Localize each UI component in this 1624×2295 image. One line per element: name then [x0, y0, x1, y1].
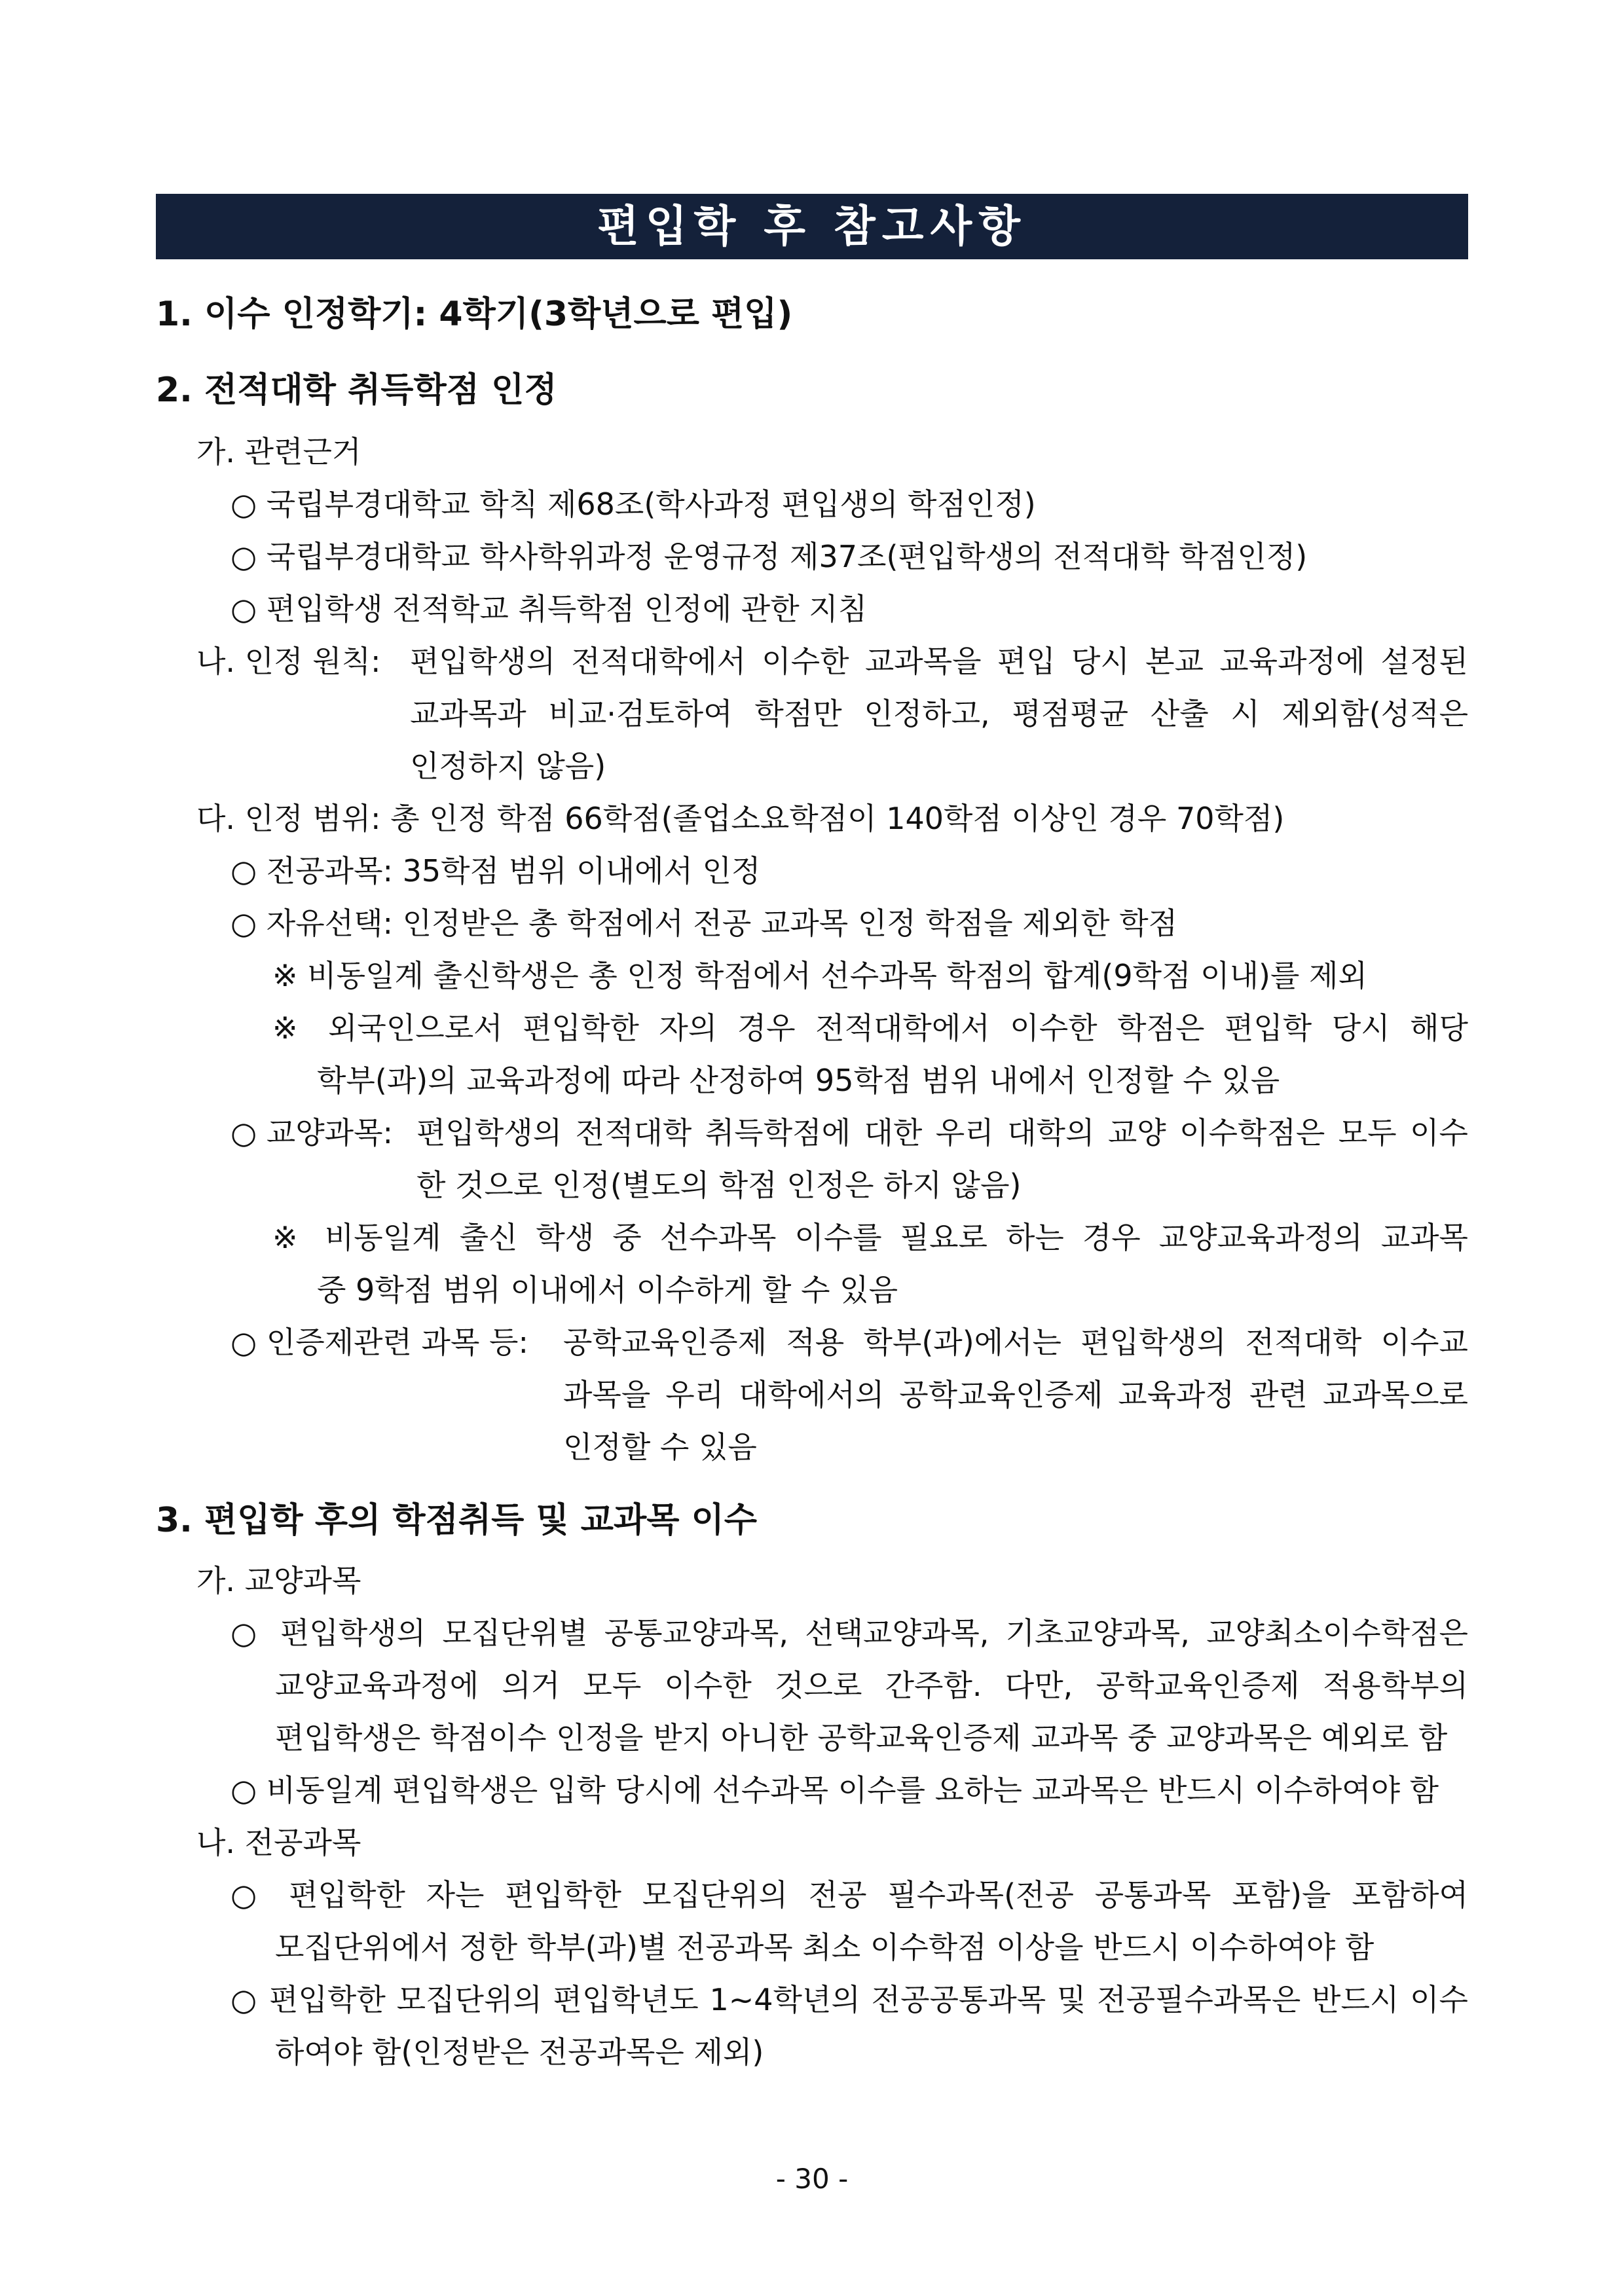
list-item: ○ 편입학생 전적학교 취득학점 인정에 관한 지침: [231, 591, 868, 627]
list-item-text: 공학교육인증제 적용 학부(과)에서는 편입학생의 전적대학 이수교: [563, 1325, 1468, 1360]
subsection-2b-text: 교과목과 비교·검토하여 학점만 인정하고, 평점평균 산출 시 제외함(성적은: [410, 696, 1468, 731]
subsection-2b-label: 나. 인정 원칙:: [196, 644, 381, 679]
note-item-continued: 중 9학점 범위 이내에서 이수하게 할 수 있음: [317, 1272, 898, 1308]
subsection-3b: 나. 전공과목: [196, 1825, 361, 1860]
section-2-heading: 2. 전적대학 취득학점 인정: [156, 371, 557, 410]
list-item-continued: 교양교육과정에 의거 모두 이수한 것으로 간주함. 다만, 공학교육인증제 적용학부의: [275, 1668, 1468, 1703]
subsection-3a: 가. 교양과목: [196, 1563, 361, 1598]
section-3-heading: 3. 편입학 후의 학점취득 및 교과목 이수: [156, 1501, 758, 1540]
note-item-continued: 학부(과)의 교육과정에 따라 산정하여 95학점 범위 내에서 인정할 수 있음: [317, 1063, 1280, 1098]
list-item: ○ 편입학한 자는 편입학한 모집단위의 전공 필수과목(전공 공통과목 포함)을 포함하여: [231, 1877, 1468, 1913]
subsection-2a: 가. 관련근거: [196, 434, 361, 469]
list-item-continued: 하여야 함(인정받은 전공과목은 제외): [275, 2034, 764, 2070]
list-item: ○ 전공과목: 35학점 범위 이내에서 인정: [231, 853, 761, 889]
list-item: ○ 자유선택: 인정받은 총 학점에서 전공 교과목 인정 학점을 제외한 학점: [231, 906, 1178, 941]
page-title: 편입학 후 참고사항: [156, 194, 1468, 259]
list-item-continued: 모집단위에서 정한 학부(과)별 전공과목 최소 이수학점 이상을 반드시 이수하여야 함: [275, 1930, 1375, 1965]
list-item-text: 과목을 우리 대학에서의 공학교육인증제 교육과정 관련 교과목으로: [563, 1377, 1468, 1412]
list-item: ○ 비동일계 편입학생은 입학 당시에 선수과목 이수를 요하는 교과목은 반드시 이수하여야 함: [231, 1772, 1439, 1808]
note-item: ※ 외국인으로서 편입학한 자의 경우 전적대학에서 이수한 학점은 편입학 당시 해당: [272, 1010, 1468, 1046]
list-item-text: 편입학생의 전적대학 취득학점에 대한 우리 대학의 교양 이수학점은 모두 이수: [416, 1115, 1468, 1150]
note-item: ※ 비동일계 출신학생은 총 인정 학점에서 선수과목 학점의 합계(9학점 이내)를 제외: [272, 958, 1367, 993]
list-item-text: 인정할 수 있음: [563, 1429, 757, 1465]
list-item-label: ○ 교양과목:: [231, 1115, 394, 1150]
list-item: ○ 편입학한 모집단위의 편입학년도 1~4학년의 전공공통과목 및 전공필수과목은 반드시 이수: [231, 1982, 1468, 2017]
list-item-label: ○ 인증제관련 과목 등:: [231, 1325, 528, 1360]
subsection-2c: 다. 인정 범위: 총 인정 학점 66학점(졸업소요학점이 140학점 이상인 경우 70학점): [196, 801, 1285, 836]
note-item: ※ 비동일계 출신 학생 중 선수과목 이수를 필요로 하는 경우 교양교육과정의 교과목: [272, 1220, 1468, 1255]
section-1-heading: 1. 이수 인정학기: 4학기(3학년으로 편입): [156, 295, 793, 334]
list-item: ○ 편입학생의 모집단위별 공통교양과목, 선택교양과목, 기초교양과목, 교양최소이수학점은: [231, 1615, 1468, 1651]
list-item: ○ 국립부경대학교 학칙 제68조(학사과정 편입생의 학점인정): [231, 487, 1036, 522]
list-item: ○ 국립부경대학교 학사학위과정 운영규정 제37조(편입학생의 전적대학 학점인정): [231, 539, 1308, 574]
list-item-continued: 편입학생은 학점이수 인정을 받지 아니한 공학교육인증제 교과목 중 교양과목은 예외로 함: [275, 1720, 1448, 1755]
list-item-text: 한 것으로 인정(별도의 학점 인정은 하지 않음): [416, 1167, 1022, 1203]
subsection-2b-text: 인정하지 않음): [410, 748, 606, 784]
subsection-2b-text: 편입학생의 전적대학에서 이수한 교과목을 편입 당시 본교 교육과정에 설정된: [410, 644, 1468, 679]
page-number: - 30 -: [775, 2163, 849, 2195]
